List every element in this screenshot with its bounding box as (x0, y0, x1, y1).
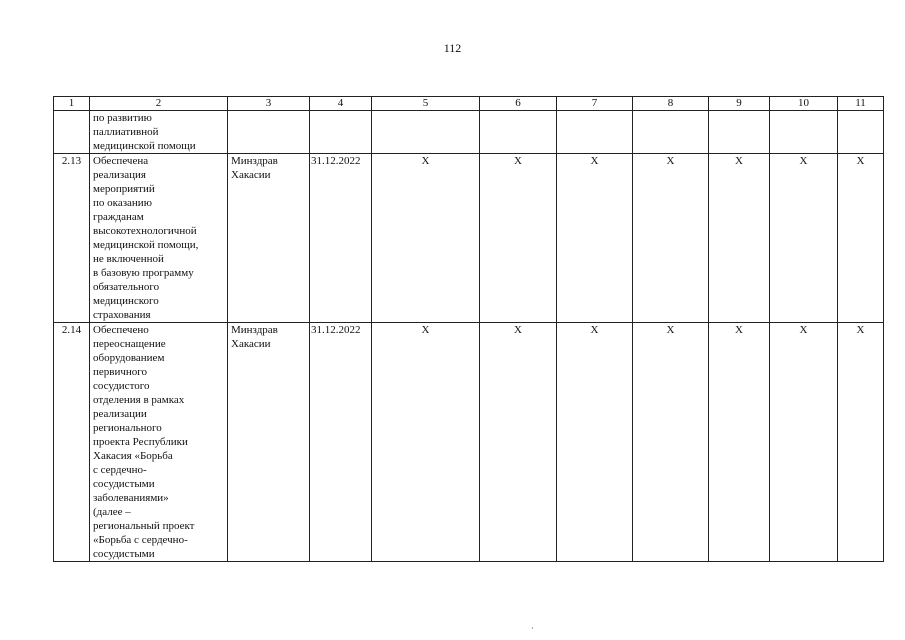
description-line: оборудованием (93, 352, 165, 364)
description-line: региональный проект (93, 520, 195, 532)
column-header: 7 (557, 97, 633, 111)
description-line: сосудистого (93, 380, 150, 392)
description-line: Обеспечено (93, 324, 149, 336)
description-line: реализация (93, 169, 146, 181)
table-row (54, 111, 884, 154)
mark-cell (709, 111, 770, 154)
mark-cell: Х (557, 323, 633, 562)
description-line: медицинской помощи, (93, 239, 199, 251)
mark-cell: Х (709, 323, 770, 562)
responsible-executor (228, 154, 310, 323)
mark-cell (557, 111, 633, 154)
column-header: 3 (228, 97, 310, 111)
mark-cell: Х (372, 154, 480, 323)
deadline-date: 31.12.2022 (310, 154, 372, 323)
executor-line: Хакасии (231, 338, 271, 350)
column-header: 4 (310, 97, 372, 111)
description-line: в базовую программу (93, 267, 194, 279)
measure-description (90, 323, 228, 562)
description-line: заболеваниями» (93, 492, 169, 504)
mark-cell: Х (770, 154, 838, 323)
column-header: 1 (54, 97, 90, 111)
measure-description (90, 111, 228, 154)
deadline-date (310, 111, 372, 154)
description-line: переоснащение (93, 338, 166, 350)
description-line: мероприятий (93, 183, 155, 195)
measures-table (53, 96, 884, 562)
column-header: 6 (480, 97, 557, 111)
table-row (54, 154, 884, 323)
measure-description (90, 154, 228, 323)
description-line: сосудистыми (93, 478, 155, 490)
mark-cell: Х (480, 154, 557, 323)
mark-cell (480, 111, 557, 154)
header-row (54, 97, 884, 111)
column-header: 5 (372, 97, 480, 111)
description-line: (далее – (93, 506, 131, 518)
description-line: по оказанию (93, 197, 152, 209)
column-header: 11 (838, 97, 884, 111)
mark-cell: Х (838, 154, 884, 323)
description-line: страхования (93, 309, 151, 321)
description-line: реализации (93, 408, 147, 420)
description-line: Обеспечена (93, 155, 149, 167)
column-header: 9 (709, 97, 770, 111)
page-number: 112 (443, 41, 462, 55)
mark-cell: Х (770, 323, 838, 562)
column-header: 8 (633, 97, 709, 111)
mark-cell: Х (633, 154, 709, 323)
deadline-date: 31.12.2022 (310, 323, 372, 562)
responsible-executor (228, 323, 310, 562)
mark-cell: Х (838, 323, 884, 562)
description-line: высокотехнологичной (93, 225, 197, 237)
row-number (54, 111, 90, 154)
mark-cell (770, 111, 838, 154)
description-line: сосудистыми (93, 548, 155, 560)
scan-speck: · (531, 624, 534, 633)
description-line: проекта Республики (93, 436, 188, 448)
mark-cell (633, 111, 709, 154)
description-line: «Борьба с сердечно- (93, 534, 188, 546)
mark-cell: Х (557, 154, 633, 323)
mark-cell: Х (372, 323, 480, 562)
description-line: с сердечно- (93, 464, 147, 476)
description-line: Хакасия «Борьба (93, 450, 173, 462)
description-line: по развитию (93, 112, 152, 124)
description-line: медицинского (93, 295, 159, 307)
column-header: 10 (770, 97, 838, 111)
column-header: 2 (90, 97, 228, 111)
description-line: отделения в рамках (93, 394, 185, 406)
description-line: медицинской помощи (93, 140, 196, 152)
table-row (54, 323, 884, 562)
description-line: гражданам (93, 211, 144, 223)
description-line: регионального (93, 422, 162, 434)
executor-line: Минздрав (231, 155, 278, 167)
mark-cell (372, 111, 480, 154)
executor-line: Минздрав (231, 324, 278, 336)
description-line: паллиативной (93, 126, 159, 138)
description-line: не включенной (93, 253, 164, 265)
mark-cell: Х (633, 323, 709, 562)
description-line: обязательного (93, 281, 160, 293)
responsible-executor (228, 111, 310, 154)
executor-line: Хакасии (231, 169, 271, 181)
mark-cell (838, 111, 884, 154)
description-line: первичного (93, 366, 148, 378)
row-number: 2.13 (54, 154, 90, 323)
mark-cell: Х (480, 323, 557, 562)
row-number: 2.14 (54, 323, 90, 562)
mark-cell: Х (709, 154, 770, 323)
